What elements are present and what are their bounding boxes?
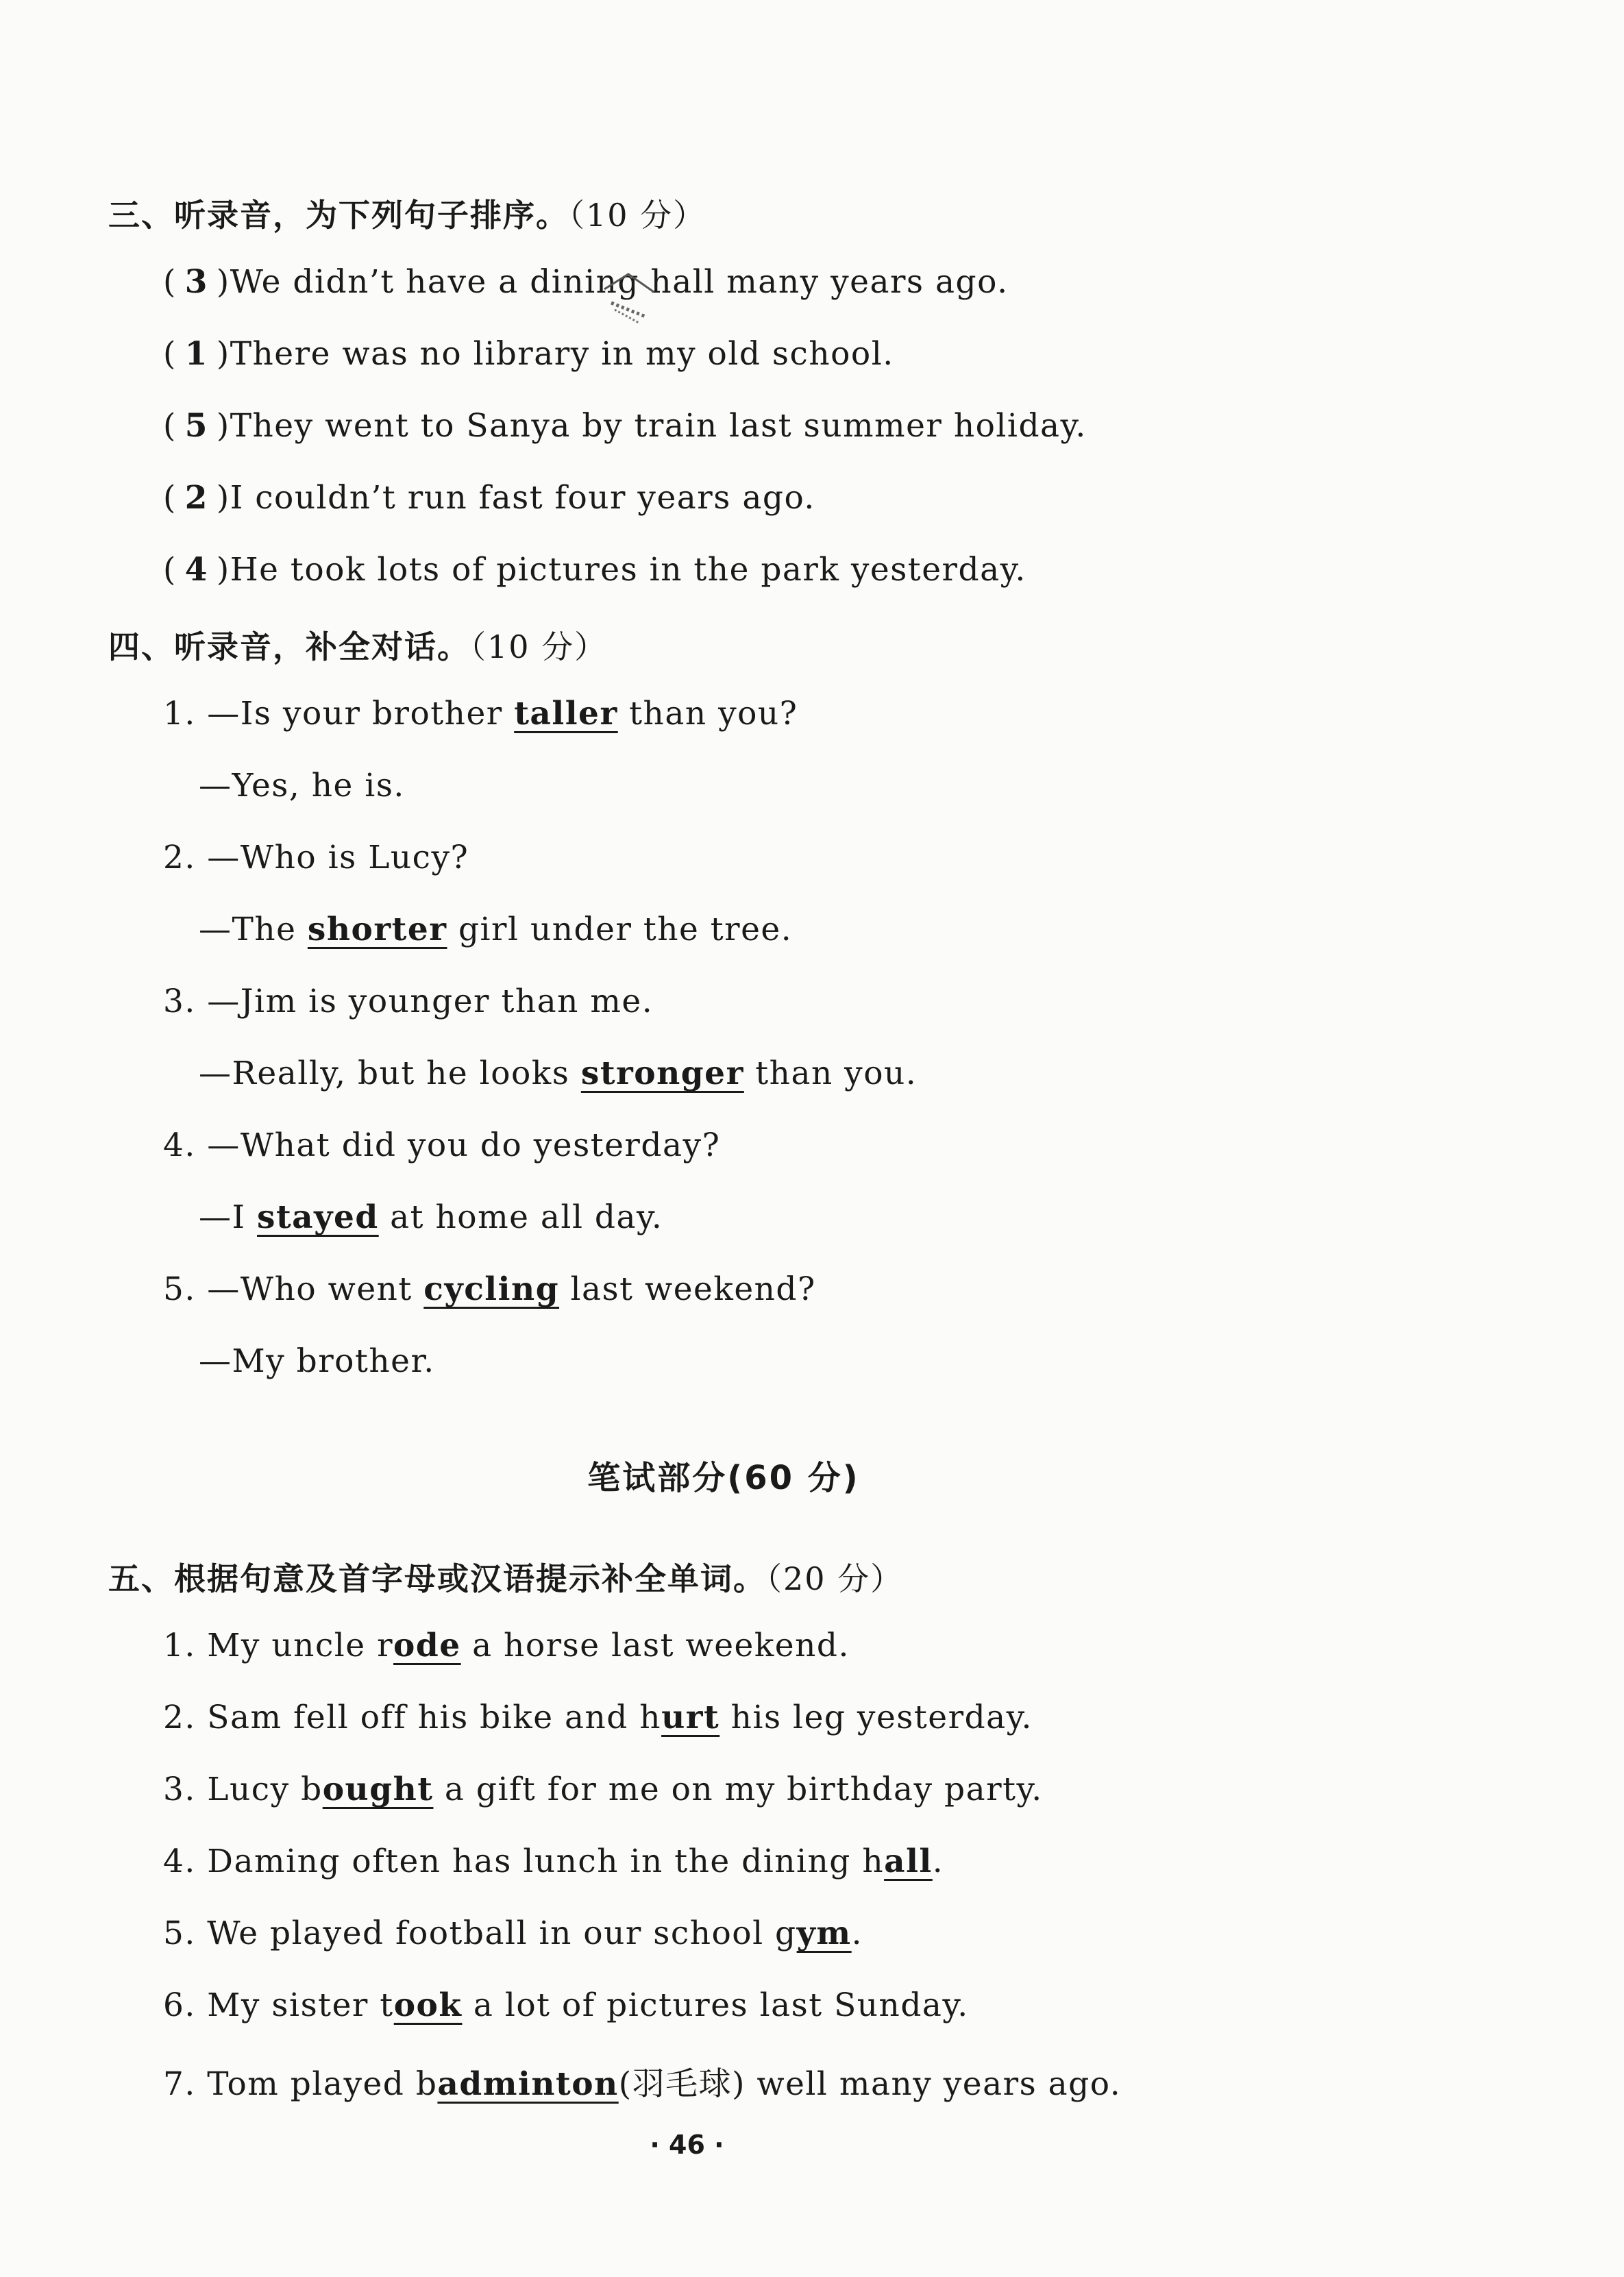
item-number: 2. [163,1699,196,1736]
order-item-4: ( 2 )I couldn’t run fast four years ago. [163,479,815,517]
item-number: 5. [163,1915,196,1952]
dialog-text: last weekend? [559,1270,816,1308]
item-text: My uncle r [207,1627,394,1664]
dialog-5-question [163,1270,816,1308]
dialog-answer: taller [514,695,618,733]
fill-item-6 [163,1986,969,2024]
item-number: 3. [163,1771,196,1808]
dialog-text: —Jim is younger than me. [207,983,654,1020]
dialog-answer: cycling [423,1270,560,1308]
dialog-text: girl under the tree. [447,911,793,948]
item-answer: ym [796,1915,852,1952]
fill-item-5 [163,1915,863,1952]
dialog-text: —The [199,911,308,948]
order-sentence: We didn’t have a dining hall many years ago. [230,263,1009,301]
item-text: his leg yesterday. [719,1699,1033,1736]
dialog-answer: stronger [580,1055,744,1092]
item-number: 7. [163,2065,196,2103]
item-text: My sister t [207,1986,394,2024]
section-4-points: （10 分） [470,628,608,665]
item-text: We played football in our school g [207,1915,797,1952]
section-4-title: 四、听录音，补全对话。 [108,628,470,665]
dialog-3-answer [199,1055,917,1092]
dialog-text: —Really, but he looks [199,1055,581,1092]
item-answer: ook [393,1986,463,2024]
dialog-answer: stayed [257,1198,379,1236]
order-sentence: There was no library in my old school. [230,335,894,373]
dialog-text: than you? [617,695,798,733]
dialog-text: —Who is Lucy? [207,839,469,876]
fill-item-7 [163,2058,1121,2104]
dialog-text: —Yes, he is. [199,767,405,804]
order-answer: 5 [184,407,208,445]
dialog-text: than you. [743,1055,918,1092]
dialog-text: —Is your brother [207,695,515,733]
order-item-5: ( 4 )He took lots of pictures in the park yesterday. [163,551,1026,589]
item-text: a gift for me on my birthday party. [433,1771,1043,1808]
item-text: (羽毛球) well many years ago. [618,2065,1122,2103]
item-text: Lucy b [207,1771,323,1808]
fill-item-4 [163,1843,944,1880]
item-text: Daming often has lunch in the dining h [207,1843,885,1880]
dialog-text: —Who went [207,1270,424,1308]
section-3-heading [108,190,706,236]
section-5-points: （20 分） [766,1560,904,1597]
seal-stamp-icon [598,269,661,332]
item-answer: adminton [437,2065,619,2103]
item-answer: ought [322,1771,434,1808]
order-item-2: ( 1 )There was no library in my old school. [163,335,894,373]
dialog-1-question [163,695,798,733]
section-3-points: （10 分） [569,197,706,234]
dialog-3-question [163,983,653,1020]
order-sentence: He took lots of pictures in the park yesterday. [230,551,1026,589]
dialog-2-question [163,839,469,876]
dialog-number: 3. [163,983,196,1020]
order-answer: 2 [184,479,208,517]
section-3-title: 三、听录音，为下列句子排序。 [108,197,569,234]
item-text: Sam fell off his bike and h [207,1699,662,1736]
item-text: Tom played b [207,2065,438,2103]
dialog-text: at home all day. [378,1198,663,1236]
dialog-number: 1. [163,695,196,733]
dialog-text: —My brother. [199,1342,435,1380]
order-answer: 4 [184,551,208,589]
item-answer: all [884,1843,933,1880]
dialog-number: 5. [163,1270,196,1308]
item-text: a lot of pictures last Sunday. [462,1986,969,2024]
dialog-4-answer [199,1198,663,1236]
order-item-3: ( 5 )They went to Sanya by train last summer holiday. [163,407,1087,445]
item-text: . [851,1915,863,1952]
order-answer: 1 [184,335,208,373]
dialog-2-answer [199,911,792,948]
item-text: . [932,1843,944,1880]
written-part-title: 笔试部分(60 分) [587,1459,860,1497]
dialog-number: 4. [163,1127,196,1164]
item-number: 6. [163,1986,196,2024]
item-text: a horse last weekend. [460,1627,850,1664]
section-5-title: 五、根据句意及首字母或汉语提示补全单词。 [108,1560,766,1597]
dialog-5-answer [199,1342,435,1380]
item-answer: ode [393,1627,461,1664]
page-number: · 46 · [650,2130,724,2160]
order-answer: 3 [184,263,208,301]
order-sentence: I couldn’t run fast four years ago. [230,479,815,517]
item-answer: urt [661,1699,720,1736]
fill-item-1 [163,1627,850,1664]
order-item-1: ( 3 )We didn’t have a dining hall many years ago. [163,263,1009,301]
order-sentence: They went to Sanya by train last summer holiday. [230,407,1087,445]
fill-item-3 [163,1771,1043,1808]
item-number: 1. [163,1627,196,1664]
dialog-text: —What did you do yesterday? [207,1127,721,1164]
section-4-heading [108,622,607,667]
dialog-4-question [163,1127,720,1164]
dialog-1-answer [199,767,405,804]
section-5-heading [108,1554,903,1599]
dialog-number: 2. [163,839,196,876]
dialog-text: —I [199,1198,258,1236]
dialog-answer: shorter [307,911,447,948]
fill-item-2 [163,1699,1033,1736]
item-number: 4. [163,1843,196,1880]
